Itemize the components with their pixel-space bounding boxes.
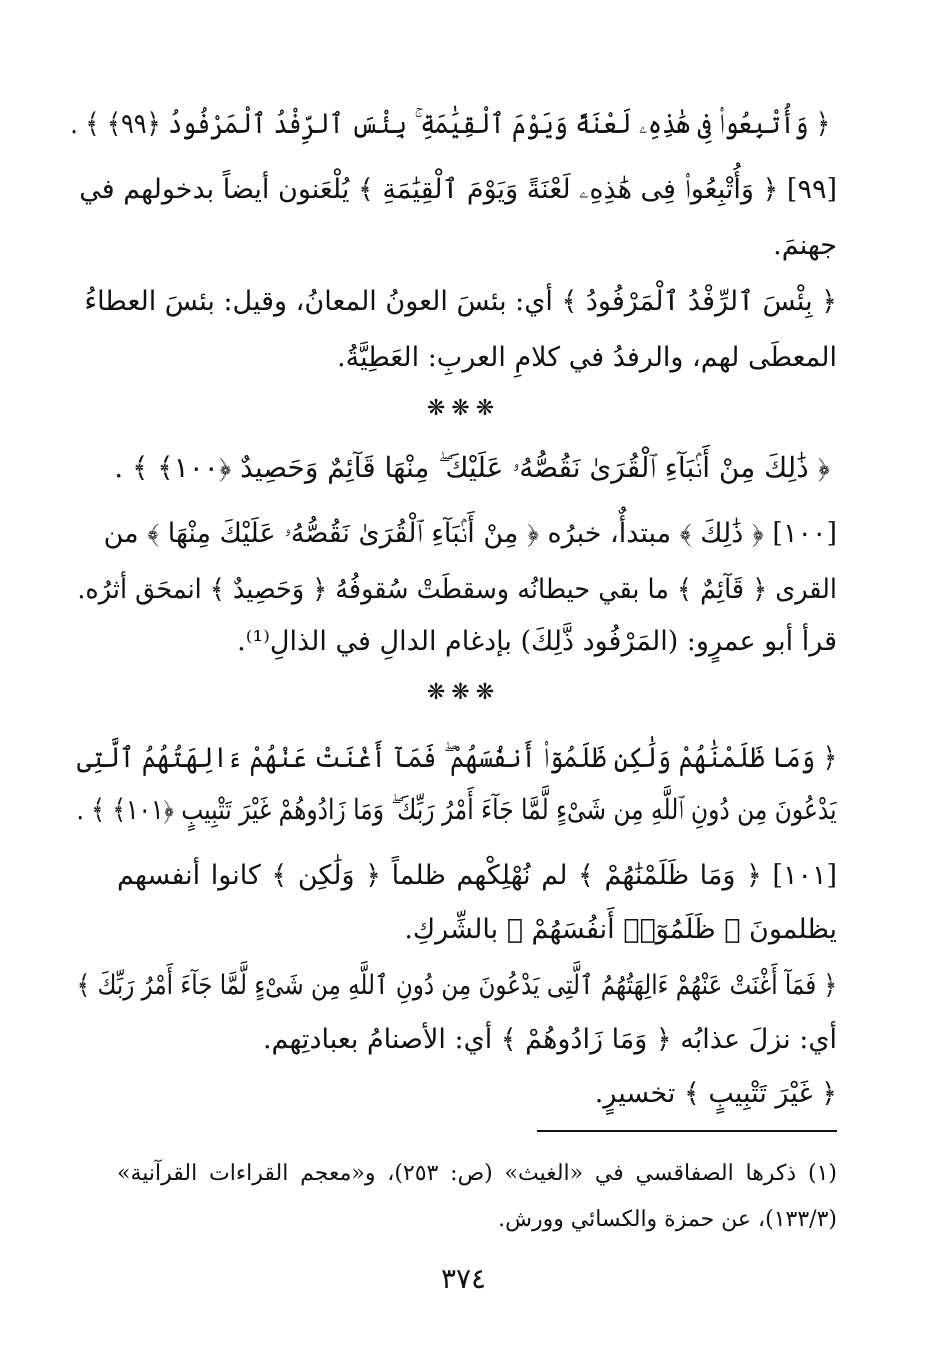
- commentary-100-line-2: القرى ﴿ قَآئِمٌ ﴾ ما بقي حيطانُه وسقطَتْ سُقوفُهُ ﴿ وَحَصِيدٌ ﴾ انمحَق أثرُه.: [77, 574, 838, 605]
- footnote-line-1: (١) ذكرها الصفاقسي في «الغيث» (ص: ٢٥٣)، و«معجم القراءات القرآنية»: [117, 1161, 838, 1186]
- commentary-101-line-3: ﴿ فَمَآ أَغْنَتْ عَنْهُمْ ءَالِهَتُهُمُ ٱلَّتِى يَدْعُونَ مِن دُونِ ٱللَّهِ مِن شَىْءٍ لَّمَّا جَآءَ أَمْرُ رَبِّكَ ﴾: [76, 970, 837, 1001]
- commentary-99-line-4: المعطَى لهم، والرفدُ في كلامِ العربِ: العَطِيَّةُ.: [337, 342, 837, 373]
- commentary-101-line-5: ﴿ غَيْرَ تَتْبِيبٍ ﴾ تخسيرٍ.: [594, 1078, 837, 1109]
- verse-101-line-2: يَدْعُونَ مِن دُونِ ٱللَّهِ مِن شَىْءٍ لَّمَّا جَآءَ أَمْرُ رَبِّكَ ۖ وَمَا زَادُوهُمْ غَيْرَ تَتْبِيبٍ ﴿١٠١﴾ ﴾ .: [76, 793, 838, 826]
- section-separator: ❋❋❋: [426, 680, 501, 705]
- page-number: ٣٧٤: [440, 1262, 487, 1295]
- verse-101-line-1: ﴿ وَمَا ظَلَمْنَٰهُمْ وَلَٰكِن ظَلَمُوٓا۟ أَنفُسَهُمْ ۖ فَمَآ أَغْنَتْ عَنْهُمْ ءَالِهَتُهُمُ ٱلَّتِى: [77, 741, 837, 774]
- verse-100: ﴿ ذَٰلِكَ مِنْ أَنۢبَآءِ ٱلْقُرَىٰ نَقُصُّهُۥ عَلَيْكَ ۖ مِنْهَا قَآئِمٌ وَحَصِيدٌ ﴿١٠٠﴾ ﴾ .: [114, 451, 830, 484]
- commentary-101-line-2: يظلمونَ ﴿ ظَلَمُوٓا۟ أَنفُسَهُمْ ﴾ بالشِّركِ.: [404, 914, 837, 945]
- verse-99: ﴿ وَأُتْبِعُوا۟ فِى هَٰذِهِۦ لَعْنَةً وَيَوْمَ ٱلْقِيَٰمَةِ ۚ بِئْسَ ٱلرِّفْدُ ٱلْمَرْفُودُ ﴿٩٩﴾ ﴾ .: [70, 107, 831, 140]
- commentary-100-line-3: قرأ أبو عمرٍو: (المَرْفُود ذَّلِكَ) بإدغام الدالِ في الذالِ⁽¹⁾.: [237, 626, 837, 657]
- commentary-99-line-1: [٩٩] ﴿ وَأُتْبِعُوا۟ فِى هَٰذِهِۦ لَعْنَةً وَيَوْمَ ٱلْقِيَٰمَةِ ﴾ يُلْعَنون أيضاً بدخولهم في: [79, 174, 837, 205]
- footnote-line-2: (١٣٣/٣)، عن حمزة والكسائي وورش.: [498, 1207, 837, 1232]
- section-separator: ❋❋❋: [426, 396, 501, 421]
- footnote-separator: [537, 1130, 837, 1132]
- commentary-101-line-1: [١٠١] ﴿ وَمَا ظَلَمْنَٰهُمْ ﴾ لم نُهْلِكْهم ظلماً ﴿ وَلَٰكِن ﴾ كانوا أنفسهم: [117, 860, 837, 891]
- commentary-99-line-3: ﴿ بِئْسَ ٱلرِّفْدُ ٱلْمَرْفُودُ ﴾ أي: بئسَ العونُ المعانُ، وقيل: بئسَ العطاءُ: [84, 286, 837, 317]
- commentary-101-line-4: أي: نزلَ عذابُه ﴿ وَمَا زَادُوهُمْ ﴾ أي: الأصنامُ بعبادتِهم.: [262, 1024, 837, 1055]
- commentary-99-line-2: جهنمَ.: [773, 230, 837, 261]
- commentary-100-line-1: [١٠٠] ﴿ ذَٰلِكَ ﴾ مبتدأٌ، خبرُه ﴿ مِنْ أَنۢبَآءِ ٱلْقُرَىٰ نَقُصُّهُۥ عَلَيْكَ مِنْهَا ﴾ من: [103, 518, 837, 549]
